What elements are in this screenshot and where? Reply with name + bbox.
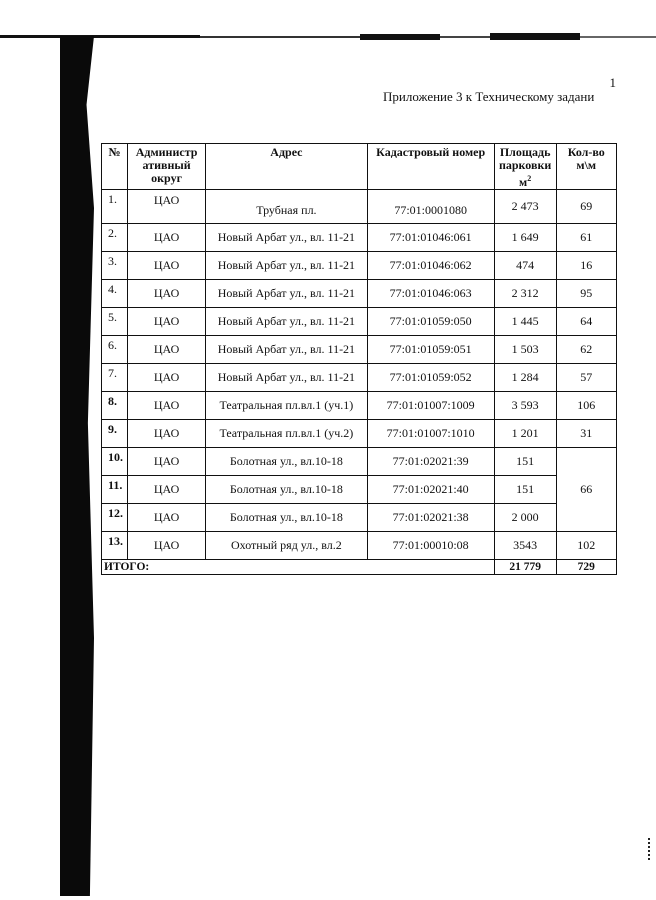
row-cadastral: 77:01:02021:38 (367, 504, 494, 532)
row-area: 151 (494, 448, 556, 476)
row-address: Новый Арбат ул., вл. 11-21 (206, 252, 367, 280)
row-count: 16 (556, 252, 616, 280)
row-address: Новый Арбат ул., вл. 11-21 (206, 308, 367, 336)
row-area: 1 445 (494, 308, 556, 336)
row-cadastral: 77:01:02021:39 (367, 448, 494, 476)
row-area: 2 473 (494, 190, 556, 224)
row-num: 8. (102, 392, 128, 420)
row-cadastral: 77:01:01007:1009 (367, 392, 494, 420)
table-row (102, 252, 617, 280)
row-address: Болотная ул., вл.10-18 (206, 476, 367, 504)
table-row (102, 336, 617, 364)
table-row (102, 420, 617, 448)
row-num: 2. (102, 224, 128, 252)
row-address: Новый Арбат ул., вл. 11-21 (206, 280, 367, 308)
header-area (494, 144, 556, 190)
table-row (102, 364, 617, 392)
row-cadastral: 77:01:01046:062 (367, 252, 494, 280)
row-address: Театральная пл.вл.1 (уч.2) (206, 420, 367, 448)
table-row (102, 504, 617, 532)
row-district: ЦАО (128, 364, 206, 392)
scan-artifact-right-dashes (648, 838, 650, 862)
total-row (102, 560, 617, 575)
row-district: ЦАО (128, 252, 206, 280)
row-num: 1. (102, 190, 128, 224)
row-cadastral: 77:01:02021:40 (367, 476, 494, 504)
row-district: ЦАО (128, 190, 206, 224)
header-district: Администр ативный округ (128, 144, 206, 190)
row-address: Трубная пл. (206, 190, 367, 224)
row-cadastral: 77:01:00010:08 (367, 532, 494, 560)
row-area: 474 (494, 252, 556, 280)
row-address: Болотная ул., вл.10-18 (206, 448, 367, 476)
row-count: 102 (556, 532, 616, 560)
row-district: ЦАО (128, 392, 206, 420)
row-num: 7. (102, 364, 128, 392)
parking-table (101, 143, 617, 575)
header-address: Адрес (206, 144, 367, 190)
row-cadastral: 77:01:01059:050 (367, 308, 494, 336)
row-address: Новый Арбат ул., вл. 11-21 (206, 224, 367, 252)
row-count: 31 (556, 420, 616, 448)
header-num: № (102, 144, 128, 190)
scan-artifact-left-band (60, 36, 94, 896)
page-number: 1 (609, 75, 616, 90)
row-count: 57 (556, 364, 616, 392)
row-area: 2 312 (494, 280, 556, 308)
row-num: 6. (102, 336, 128, 364)
row-district: ЦАО (128, 224, 206, 252)
row-district: ЦАО (128, 504, 206, 532)
row-cadastral: 77:01:01046:061 (367, 224, 494, 252)
row-num: 9. (102, 420, 128, 448)
appendix-title: Приложение 3 к Техническому задани (383, 89, 595, 104)
total-count: 729 (556, 560, 616, 575)
table-row (102, 532, 617, 560)
row-district: ЦАО (128, 448, 206, 476)
header-count: Кол-во м\м (556, 144, 616, 190)
row-num: 10. (102, 448, 128, 476)
row-cadastral: 77:01:0001080 (367, 190, 494, 224)
row-area: 2 000 (494, 504, 556, 532)
row-count: 64 (556, 308, 616, 336)
row-count: 106 (556, 392, 616, 420)
row-count: 61 (556, 224, 616, 252)
header-area-sup: 2 (527, 174, 532, 183)
row-num: 3. (102, 252, 128, 280)
table-header-row (102, 144, 617, 190)
row-district: ЦАО (128, 420, 206, 448)
row-count-merged: 66 (556, 448, 616, 532)
row-area: 3 593 (494, 392, 556, 420)
table-row (102, 224, 617, 252)
row-num: 4. (102, 280, 128, 308)
total-area: 21 779 (494, 560, 556, 575)
row-count: 95 (556, 280, 616, 308)
row-address: Новый Арбат ул., вл. 11-21 (206, 364, 367, 392)
row-num: 11. (102, 476, 128, 504)
row-address: Болотная ул., вл.10-18 (206, 504, 367, 532)
row-num: 12. (102, 504, 128, 532)
row-district: ЦАО (128, 532, 206, 560)
table-row (102, 190, 617, 224)
row-count: 62 (556, 336, 616, 364)
row-area: 1 284 (494, 364, 556, 392)
total-label: ИТОГО: (102, 560, 495, 575)
row-address: Театральная пл.вл.1 (уч.1) (206, 392, 367, 420)
row-district: ЦАО (128, 336, 206, 364)
header-cadastral: Кадастровый номер (367, 144, 494, 190)
row-num: 5. (102, 308, 128, 336)
scan-artifact-top (0, 30, 656, 40)
row-district: ЦАО (128, 280, 206, 308)
table-row (102, 280, 617, 308)
row-area: 1 649 (494, 224, 556, 252)
header-area-label: Площадь парковки м (498, 145, 552, 189)
row-cadastral: 77:01:01046:063 (367, 280, 494, 308)
table-row (102, 392, 617, 420)
row-cadastral: 77:01:01059:052 (367, 364, 494, 392)
row-area: 1 201 (494, 420, 556, 448)
table-row (102, 476, 617, 504)
row-district: ЦАО (128, 476, 206, 504)
row-cadastral: 77:01:01007:1010 (367, 420, 494, 448)
row-count: 69 (556, 190, 616, 224)
row-area: 3543 (494, 532, 556, 560)
table-row (102, 448, 617, 476)
row-num: 13. (102, 532, 128, 560)
row-address: Новый Арбат ул., вл. 11-21 (206, 336, 367, 364)
row-district: ЦАО (128, 308, 206, 336)
table-row (102, 308, 617, 336)
row-address: Охотный ряд ул., вл.2 (206, 532, 367, 560)
row-area: 1 503 (494, 336, 556, 364)
row-area: 151 (494, 476, 556, 504)
row-cadastral: 77:01:01059:051 (367, 336, 494, 364)
